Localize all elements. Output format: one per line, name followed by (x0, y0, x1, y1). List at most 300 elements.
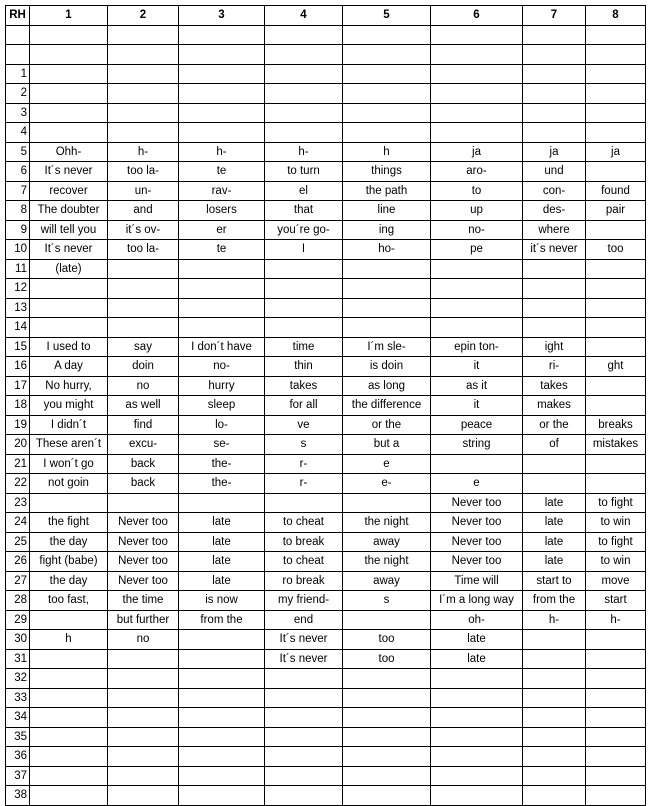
lyric-cell: found (586, 181, 646, 201)
lyric-cell (586, 727, 646, 747)
lyric-cell: ri- (523, 357, 586, 377)
lyric-cell: e (431, 474, 523, 494)
lyric-cell (265, 688, 343, 708)
lyric-cell: the- (179, 454, 265, 474)
table-row (6, 123, 646, 143)
lyric-cell (30, 669, 108, 689)
header-cell-col-3: 3 (179, 6, 265, 26)
lyric-cell: move (586, 571, 646, 591)
row-number-cell: 3 (6, 103, 30, 123)
lyric-cell (431, 259, 523, 279)
table-row (6, 84, 646, 104)
lyric-cell (586, 766, 646, 786)
lyric-cell (30, 688, 108, 708)
lyric-cell: r- (265, 454, 343, 474)
lyric-cell (343, 298, 431, 318)
lyric-cell (523, 103, 586, 123)
lyric-cell: to cheat (265, 552, 343, 572)
lyric-cell (179, 493, 265, 513)
row-number-cell: 33 (6, 688, 30, 708)
lyric-cell (265, 708, 343, 728)
row-number-cell: 2 (6, 84, 30, 104)
lyric-cell: fight (babe) (30, 552, 108, 572)
header-cell-col-7: 7 (523, 6, 586, 26)
row-number-cell: 20 (6, 435, 30, 455)
lyric-cell (30, 103, 108, 123)
lyric-cell (265, 84, 343, 104)
lyric-cell: h- (179, 142, 265, 162)
lyric-cell: s (343, 591, 431, 611)
lyric-cell: late (431, 649, 523, 669)
lyric-cell: you might (30, 396, 108, 416)
table-row (6, 220, 646, 240)
table-row (6, 571, 646, 591)
lyric-cell (343, 766, 431, 786)
row-number-cell: 1 (6, 64, 30, 84)
lyric-cell: excu- (108, 435, 179, 455)
row-number-cell: 6 (6, 162, 30, 182)
row-number-cell: 36 (6, 747, 30, 767)
lyric-cell (30, 708, 108, 728)
lyric-cell: as it (431, 376, 523, 396)
lyric-cell: lo- (179, 415, 265, 435)
table-row (6, 259, 646, 279)
lyric-cell (108, 766, 179, 786)
lyric-cell: ve (265, 415, 343, 435)
lyric-cell: back (108, 454, 179, 474)
lyric-cell (179, 259, 265, 279)
lyric-cell (108, 298, 179, 318)
lyric-cell (265, 25, 343, 45)
lyric-cell (108, 103, 179, 123)
lyric-cell (586, 630, 646, 650)
lyric-cell (523, 474, 586, 494)
table-row (6, 513, 646, 533)
lyric-cell: from the (523, 591, 586, 611)
lyric-cell (30, 610, 108, 630)
lyric-cell (30, 84, 108, 104)
lyric-cell: find (108, 415, 179, 435)
lyric-cell (30, 786, 108, 806)
table-row (6, 435, 646, 455)
lyric-cell (30, 318, 108, 338)
lyric-cell: to fight (586, 532, 646, 552)
lyric-cell (179, 669, 265, 689)
lyric-cell: h- (265, 142, 343, 162)
lyric-cell: late (431, 630, 523, 650)
lyric-cell: my friend- (265, 591, 343, 611)
lyric-cell: ing (343, 220, 431, 240)
lyric-cell (108, 45, 179, 65)
lyric-cell: h- (586, 610, 646, 630)
lyric-cell (586, 454, 646, 474)
header-cell-col-6: 6 (431, 6, 523, 26)
table-row (6, 318, 646, 338)
lyric-cell (179, 708, 265, 728)
header-cell-col-5: 5 (343, 6, 431, 26)
lyric-cell: time (265, 337, 343, 357)
lyric-cell: e- (343, 474, 431, 494)
lyric-cell: losers (179, 201, 265, 221)
row-number-cell: 17 (6, 376, 30, 396)
table-row (6, 630, 646, 650)
lyric-cell: No hurry, (30, 376, 108, 396)
lyric-cell: too (343, 630, 431, 650)
lyric-cell (265, 103, 343, 123)
lyric-cell (586, 474, 646, 494)
lyric-cell: Never too (108, 513, 179, 533)
row-number-cell: 26 (6, 552, 30, 572)
lyric-cell: say (108, 337, 179, 357)
row-number-cell: 22 (6, 474, 30, 494)
lyric-cell: hurry (179, 376, 265, 396)
lyric-cell (523, 630, 586, 650)
lyric-cell (179, 649, 265, 669)
row-number-cell: 4 (6, 123, 30, 143)
lyric-cell (523, 123, 586, 143)
lyric-cell: er (179, 220, 265, 240)
lyric-cell: to win (586, 552, 646, 572)
header-cell-col-4: 4 (265, 6, 343, 26)
lyric-cell: The doubter (30, 201, 108, 221)
table-row (6, 240, 646, 260)
lyric-cell (586, 259, 646, 279)
lyric-cell: Never too (108, 552, 179, 572)
row-number-cell: 15 (6, 337, 30, 357)
lyric-cell (431, 766, 523, 786)
lyric-cell: string (431, 435, 523, 455)
lyric-cell (265, 64, 343, 84)
row-number-cell: 35 (6, 727, 30, 747)
lyric-cell (265, 493, 343, 513)
lyric-cell (30, 45, 108, 65)
lyric-cell: but further (108, 610, 179, 630)
lyric-cell: from the (179, 610, 265, 630)
lyric-cell: the day (30, 571, 108, 591)
lyric-cell (523, 688, 586, 708)
lyric-cell: the- (179, 474, 265, 494)
table-row (6, 669, 646, 689)
lyric-cell: is doin (343, 357, 431, 377)
lyric-cell (431, 123, 523, 143)
lyric-cell: for all (265, 396, 343, 416)
row-number-cell: 10 (6, 240, 30, 260)
lyric-cell (431, 25, 523, 45)
table-row (6, 415, 646, 435)
row-number-cell: 24 (6, 513, 30, 533)
lyric-cell (586, 279, 646, 299)
lyric-cell (431, 669, 523, 689)
lyric-cell (108, 123, 179, 143)
lyric-cell (523, 454, 586, 474)
lyric-cell (431, 45, 523, 65)
row-number-cell: 29 (6, 610, 30, 630)
lyric-cell: recover (30, 181, 108, 201)
table-row (6, 532, 646, 552)
row-number-cell: 28 (6, 591, 30, 611)
table-row (6, 103, 646, 123)
lyric-cell (586, 318, 646, 338)
lyric-cell (179, 45, 265, 65)
lyric-cell (179, 84, 265, 104)
lyric-cell (431, 708, 523, 728)
lyric-cell: makes (523, 396, 586, 416)
lyric-cell (523, 259, 586, 279)
lyric-cell (586, 786, 646, 806)
lyric-cell: as well (108, 396, 179, 416)
lyric-cell (343, 669, 431, 689)
lyric-cell (523, 25, 586, 45)
table-row (6, 454, 646, 474)
lyric-cell (343, 688, 431, 708)
lyric-cell (586, 669, 646, 689)
lyric-cell: the day (30, 532, 108, 552)
lyric-cell (586, 747, 646, 767)
lyric-cell: I´m a long way (431, 591, 523, 611)
lyric-cell (265, 747, 343, 767)
lyric-cell: that (265, 201, 343, 221)
lyric-cell: to fight (586, 493, 646, 513)
lyric-cell (179, 630, 265, 650)
row-number-cell: 38 (6, 786, 30, 806)
lyric-cell (343, 25, 431, 45)
lyric-cell: r- (265, 474, 343, 494)
row-number-cell: 21 (6, 454, 30, 474)
lyric-cell (586, 396, 646, 416)
lyric-cell: A day (30, 357, 108, 377)
row-number-cell: 31 (6, 649, 30, 669)
lyric-cell (431, 279, 523, 299)
lyric-cell: Never too (431, 493, 523, 513)
table-row (6, 298, 646, 318)
lyric-cell (30, 493, 108, 513)
lyric-cell (586, 84, 646, 104)
lyric-cell (179, 727, 265, 747)
lyric-cell (108, 279, 179, 299)
lyric-cell (586, 649, 646, 669)
lyric-cell (343, 84, 431, 104)
header-row (6, 6, 646, 26)
lyric-cell (343, 493, 431, 513)
row-number-cell: 32 (6, 669, 30, 689)
lyric-cell: start to (523, 571, 586, 591)
lyric-cell (586, 64, 646, 84)
lyric-cell: thin (265, 357, 343, 377)
lyric-cell: too la- (108, 240, 179, 260)
lyric-cell: (late) (30, 259, 108, 279)
lyric-cell (265, 318, 343, 338)
lyric-cell: Time will (431, 571, 523, 591)
lyric-cell: too (343, 649, 431, 669)
lyric-cell: it´s ov- (108, 220, 179, 240)
lyric-cell: but a (343, 435, 431, 455)
header-cell-col-2: 2 (108, 6, 179, 26)
lyric-cell: h (30, 630, 108, 650)
lyric-cell (586, 220, 646, 240)
lyric-cell: ja (586, 142, 646, 162)
lyric-cell: the night (343, 552, 431, 572)
lyric-cell: late (523, 552, 586, 572)
lyric-cell (523, 708, 586, 728)
lyric-cell (265, 123, 343, 143)
row-number-cell: 11 (6, 259, 30, 279)
header-cell-rh: RH (6, 6, 30, 26)
table-row (6, 201, 646, 221)
lyric-cell: of (523, 435, 586, 455)
lyric-cell: I (265, 240, 343, 260)
lyric-cell: the path (343, 181, 431, 201)
lyric-cell: con- (523, 181, 586, 201)
lyric-cell (343, 64, 431, 84)
lyric-cell: to break (265, 532, 343, 552)
lyric-cell: aro- (431, 162, 523, 182)
lyric-cell (431, 688, 523, 708)
lyric-cell (179, 298, 265, 318)
lyric-cell: ja (523, 142, 586, 162)
table-row (6, 552, 646, 572)
lyric-cell: late (179, 532, 265, 552)
lyric-cell: I´m sle- (343, 337, 431, 357)
lyric-cell: no- (431, 220, 523, 240)
lyric-cell (586, 103, 646, 123)
row-number-cell: 18 (6, 396, 30, 416)
lyric-cell (343, 727, 431, 747)
row-number-cell: 12 (6, 279, 30, 299)
lyric-cell: it´s never (523, 240, 586, 260)
lyric-cell: as long (343, 376, 431, 396)
row-number-cell (6, 25, 30, 45)
lyric-cell: des- (523, 201, 586, 221)
lyric-cell: These aren´t (30, 435, 108, 455)
lyric-cell (108, 259, 179, 279)
lyric-cell (431, 84, 523, 104)
row-number-cell: 25 (6, 532, 30, 552)
lyric-cell: peace (431, 415, 523, 435)
lyric-cell: I didn´t (30, 415, 108, 435)
lyric-cell: epin ton- (431, 337, 523, 357)
lyric-cell (586, 25, 646, 45)
lyric-cell: to cheat (265, 513, 343, 533)
lyric-cell (108, 493, 179, 513)
lyric-cell (30, 649, 108, 669)
lyric-cell: line (343, 201, 431, 221)
lyric-cell: Never too (108, 532, 179, 552)
lyric-cell (343, 610, 431, 630)
table-row (6, 474, 646, 494)
lyric-cell: Never too (431, 552, 523, 572)
lyric-cell: It´s never (265, 630, 343, 650)
row-number-cell: 16 (6, 357, 30, 377)
lyric-cell (179, 64, 265, 84)
lyric-cell: se- (179, 435, 265, 455)
lyric-cell: to win (586, 513, 646, 533)
lyric-cell (586, 45, 646, 65)
lyric-cell (523, 669, 586, 689)
lyric-cell (431, 103, 523, 123)
lyric-cell: breaks (586, 415, 646, 435)
row-number-cell: 14 (6, 318, 30, 338)
lyric-cell (431, 747, 523, 767)
lyric-cell (523, 45, 586, 65)
lyric-cell: no (108, 630, 179, 650)
lyric-cell: h- (523, 610, 586, 630)
lyric-cell (108, 84, 179, 104)
lyric-cell: late (523, 513, 586, 533)
lyric-cell (30, 727, 108, 747)
lyric-cell: Ohh- (30, 142, 108, 162)
lyric-cell (30, 747, 108, 767)
lyric-cell (343, 786, 431, 806)
lyric-cell (108, 25, 179, 45)
lyric-cell: ght (586, 357, 646, 377)
lyric-cell: ight (523, 337, 586, 357)
lyric-cell: It´s never (265, 649, 343, 669)
lyric-cell: I won´t go (30, 454, 108, 474)
table-row (6, 279, 646, 299)
lyric-cell (30, 123, 108, 143)
lyric-cell (30, 298, 108, 318)
lyric-cell: pair (586, 201, 646, 221)
lyric-cell: Never too (108, 571, 179, 591)
lyric-cell: ho- (343, 240, 431, 260)
lyric-cell (30, 279, 108, 299)
lyric-cell (343, 747, 431, 767)
lyric-cell (523, 649, 586, 669)
lyric-cell: ja (431, 142, 523, 162)
lyric-cell (179, 123, 265, 143)
lyric-cell: takes (523, 376, 586, 396)
lyric-cell: to (431, 181, 523, 201)
table-row (6, 45, 646, 65)
lyric-cell: and (108, 201, 179, 221)
row-number-cell: 9 (6, 220, 30, 240)
table-row (6, 162, 646, 182)
lyric-cell (179, 318, 265, 338)
lyric-cell (431, 786, 523, 806)
lyric-cell: too (586, 240, 646, 260)
lyric-cell (179, 279, 265, 299)
lyric-cell (523, 747, 586, 767)
table-row (6, 25, 646, 45)
lyric-cell: mistakes (586, 435, 646, 455)
lyric-cell (265, 766, 343, 786)
lyric-cell (108, 64, 179, 84)
lyric-cell: not goin (30, 474, 108, 494)
row-number-cell: 34 (6, 708, 30, 728)
lyric-cell: or the (343, 415, 431, 435)
row-number-cell: 19 (6, 415, 30, 435)
lyric-cell: I used to (30, 337, 108, 357)
lyric-cell (265, 727, 343, 747)
lyric-cell: late (179, 571, 265, 591)
lyric-cell (108, 688, 179, 708)
lyric-cell (586, 123, 646, 143)
lyric-cell: end (265, 610, 343, 630)
lyric-cell (30, 25, 108, 45)
table-row (6, 747, 646, 767)
lyric-cell: late (179, 513, 265, 533)
lyric-cell: el (265, 181, 343, 201)
lyric-cell: h (343, 142, 431, 162)
lyric-cell: late (523, 532, 586, 552)
row-number-cell: 8 (6, 201, 30, 221)
lyric-cell: ro break (265, 571, 343, 591)
lyric-cell (343, 259, 431, 279)
lyric-cell (523, 279, 586, 299)
table-row (6, 591, 646, 611)
lyric-cell: no (108, 376, 179, 396)
lyric-cell: s (265, 435, 343, 455)
